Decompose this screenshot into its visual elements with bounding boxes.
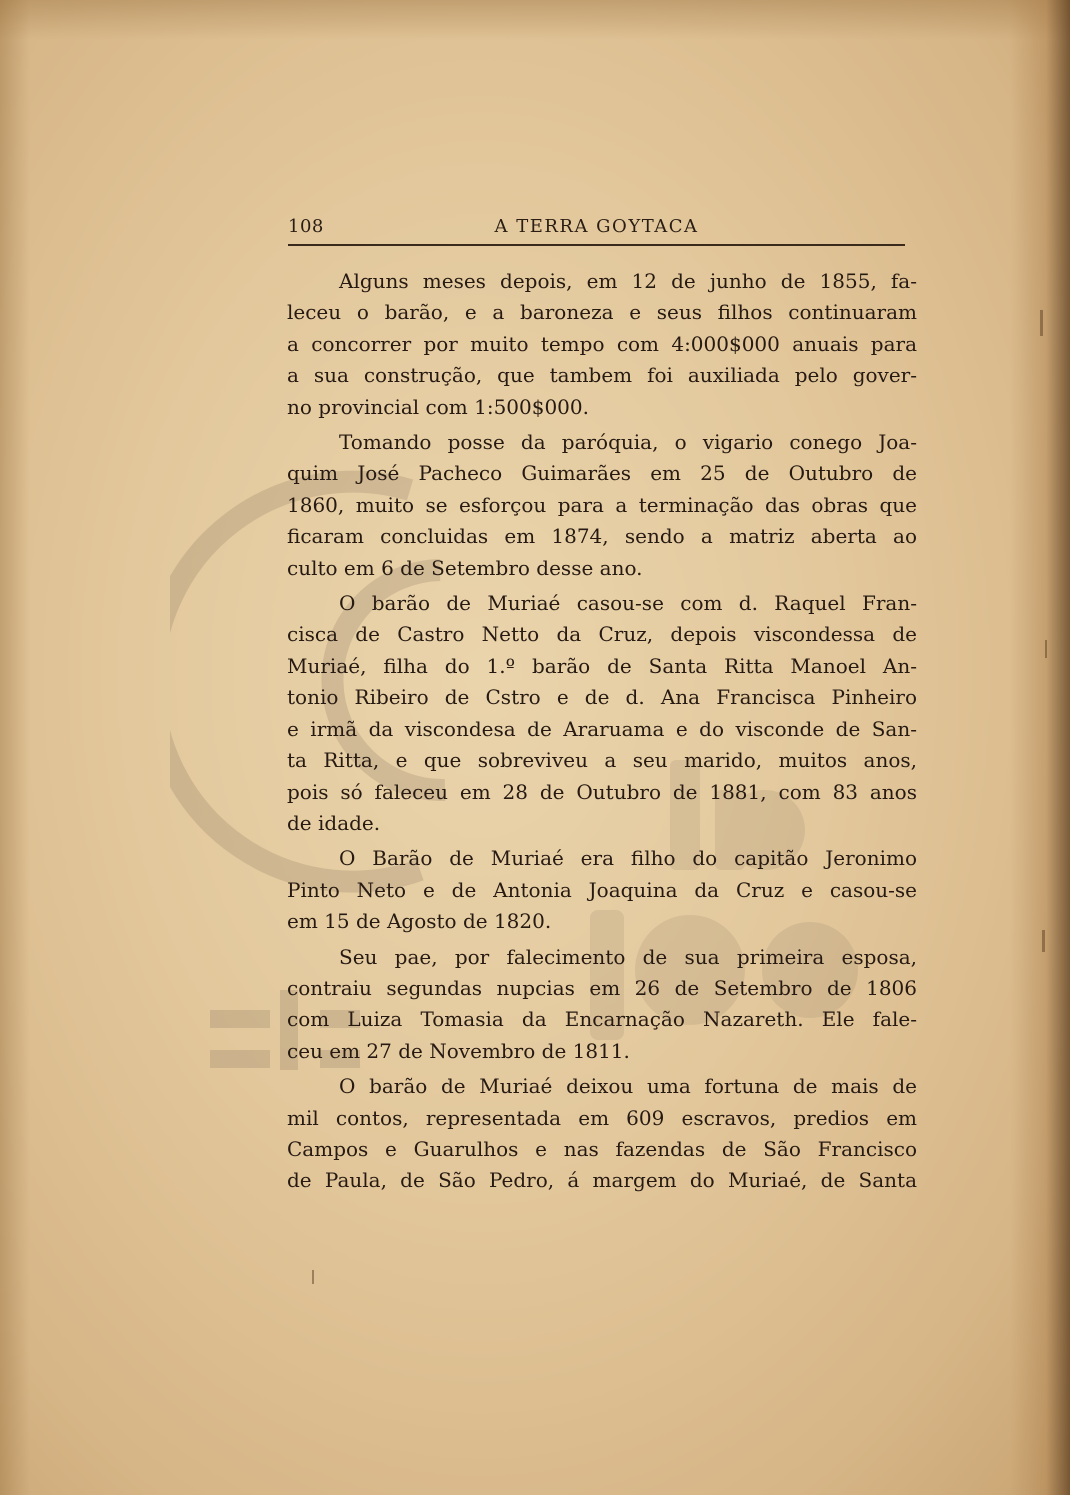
paper-blemish (1040, 310, 1043, 336)
paper-blemish (312, 1270, 314, 1284)
paragraph (287, 427, 917, 584)
text-line: cisca de Castro Netto da Cruz, depois viscondessa de (287, 622, 917, 647)
text-line: 1860, muito se esforçou para a terminação das obras que (287, 492, 917, 517)
text-line: Pinto Neto e de Antonia Joaquina da Cruz e casou-se (287, 877, 917, 902)
text-line: leceu o barão, e a baroneza e seus filhos continuaram (287, 300, 917, 325)
body-text (287, 266, 917, 1201)
text-line: ta Ritta, e que sobreviveu a seu marido, muitos anos, (287, 748, 917, 773)
page-gutter-shadow (1010, 0, 1070, 1495)
text-line: Tomando posse da paróquia, o vigario conego Joa- (339, 430, 917, 455)
text-line: no provincial com 1:500$000. (287, 394, 589, 419)
text-line: O Barão de Muriaé era filho do capitão Jeronimo (339, 846, 917, 871)
paragraph (287, 942, 917, 1068)
text-line: Muriaé, filha do 1.º barão de Santa Ritta Manoel An- (287, 653, 917, 678)
text-line: culto em 6 de Setembro desse ano. (287, 555, 643, 580)
paragraph (287, 1071, 917, 1197)
paragraph (287, 843, 917, 937)
paper-blemish (1042, 930, 1045, 952)
paragraph (287, 266, 917, 423)
text-line: mil contos, representada em 609 escravos, predios em (287, 1105, 917, 1130)
text-line: a sua construção, que tambem foi auxiliada pelo gover- (287, 363, 917, 388)
text-line: Seu pae, por falecimento de sua primeira esposa, (339, 944, 917, 969)
text-line: de Paula, de São Pedro, á margem do Muriaé, de Santa (287, 1168, 917, 1193)
text-line: pois só faleceu em 28 de Outubro de 1881, com 83 anos (287, 779, 917, 804)
text-line: contraiu segundas nupcias em 26 de Setembro de 1806 (287, 975, 917, 1000)
text-line: Alguns meses depois, em 12 de junho de 1855, fa- (339, 269, 917, 293)
page-number: 108 (288, 216, 324, 237)
paragraph (287, 588, 917, 839)
text-line: ficaram concluidas em 1874, sendo a matriz aberta ao (287, 524, 917, 549)
text-line: O barão de Muriaé casou-se com d. Raquel Fran- (339, 591, 917, 616)
text-line: em 15 de Agosto de 1820. (287, 909, 552, 934)
running-title: A TERRA GOYTACA (494, 216, 699, 237)
text-line: ceu em 27 de Novembro de 1811. (287, 1038, 630, 1063)
paper-blemish (1045, 640, 1047, 658)
text-line: a concorrer por muito tempo com 4:000$000 anuais para (287, 331, 917, 356)
text-line: com Luiza Tomasia da Encarnação Nazareth. Ele fale- (287, 1007, 917, 1032)
page-top-shadow (0, 0, 1070, 40)
text-line: quim José Pacheco Guimarães em 25 de Outubro de (287, 461, 917, 486)
running-head (288, 214, 905, 246)
text-line: de idade. (287, 810, 381, 835)
text-line: tonio Ribeiro de Cstro e de d. Ana Francisca Pinheiro (287, 685, 917, 710)
text-line: e irmã da viscondesa de Araruama e do visconde de San- (287, 716, 917, 741)
text-line: Campos e Guarulhos e nas fazendas de São Francisco (287, 1136, 917, 1161)
page-left-shadow (0, 0, 30, 1495)
text-line: O barão de Muriaé deixou uma fortuna de mais de (339, 1074, 917, 1099)
